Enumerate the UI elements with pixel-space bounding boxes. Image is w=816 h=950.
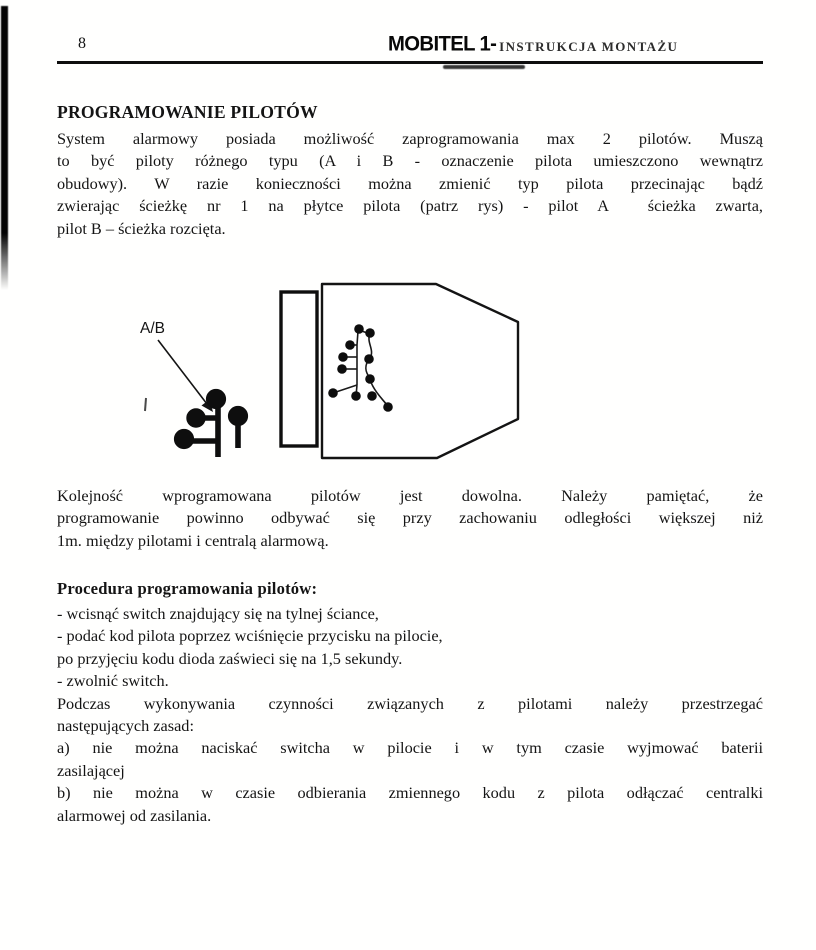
paragraph-1 [57, 128, 763, 240]
paragraph-2 [57, 485, 763, 552]
procedure-note: a) nie można naciskać switcha w pilocie i w tym czasie wyjmować baterii [57, 738, 763, 758]
procedure-step: - wcisnąć switch znajdujący się na tylnej ściance, [57, 604, 379, 623]
paragraph-line: pilot B – ścieżka rozcięta. [57, 218, 226, 238]
header-subtitle: INSTRUKCJA MONTAŻU [499, 39, 679, 54]
paragraph-line: obudowy). W razie konieczności można zmienić typ pilota przecinając bądź [57, 173, 763, 193]
scan-edge-artifact [1, 6, 8, 290]
procedure-heading: Procedura programowania pilotów: [57, 579, 318, 598]
paragraph-line: zwierając ścieżkę nr 1 na płytce pilota (patrz rys) - pilot A ścieżka zwarta, [57, 196, 763, 216]
pointer-arrow-icon [158, 340, 213, 412]
procedure-step: - zwolnić switch. [57, 671, 169, 691]
procedure-body [57, 603, 763, 827]
procedure-step: - podać kod pilota poprzez wciśnięcie przycisku na pilocie, [57, 626, 443, 646]
track-label: A/B [140, 320, 165, 337]
page-number: 8 [78, 35, 87, 52]
scan-speck [145, 398, 146, 411]
brand-logo: MOBITEL 1- [388, 31, 497, 56]
pcb-figure [90, 265, 550, 475]
remote-side-part [281, 292, 317, 446]
paragraph-line: Kolejność wprogramowana pilotów jest dowolna. Należy pamiętać, że [57, 486, 763, 505]
procedure-note: alarmowej od zasilania. [57, 805, 212, 825]
section-title: PROGRAMOWANIE PILOTÓW [57, 102, 318, 122]
header-rule [57, 61, 763, 64]
procedure-step: po przyjęciu kodu dioda zaświeci się na 1,5 sekundy. [57, 648, 403, 668]
remote-board-outline [322, 284, 518, 458]
procedure-note: następujących zasad: [57, 716, 194, 736]
paragraph-line: programowanie powinno odbywać się przy zachowaniu odległości większej niż [57, 508, 763, 528]
paragraph-line: System alarmowy posiada możliwość zaprogramowania max 2 pilotów. Muszą [57, 129, 763, 148]
procedure-note: zasilającej [57, 760, 125, 780]
paragraph-line: to być piloty różnego typu (A i B - oznaczenie pilota umieszczono wewnątrz [57, 151, 763, 171]
pcb-detail-pads [174, 389, 247, 457]
procedure-note: Podczas wykonywania czynności związanych z pilotami należy przestrzegać [57, 693, 763, 713]
paragraph-line: 1m. między pilotami i centralą alarmową. [57, 530, 329, 550]
procedure-note: b) nie można w czasie odbierania zmiennego kodu z pilota odłączać centralki [57, 783, 763, 803]
header-brand [388, 31, 679, 57]
header-rule-smudge [443, 65, 525, 69]
